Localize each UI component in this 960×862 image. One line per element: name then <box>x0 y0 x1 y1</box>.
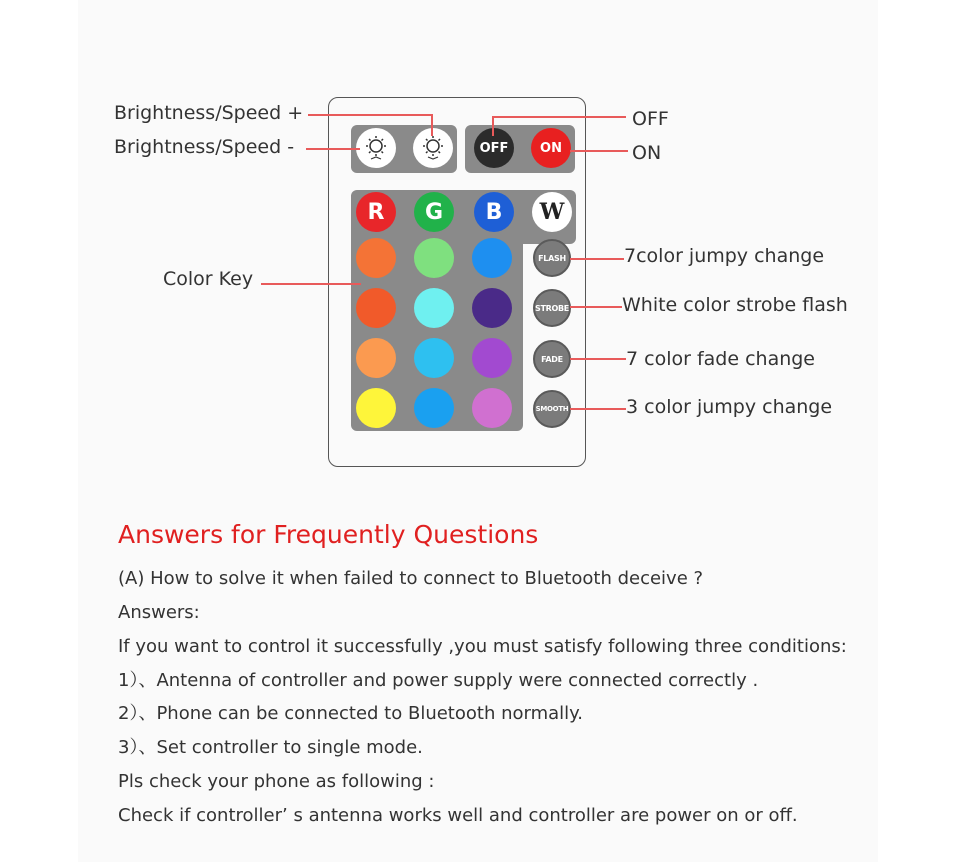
brightness-minus-leader <box>306 148 360 150</box>
fade-button[interactable]: FADE <box>533 340 571 378</box>
off-button[interactable]: OFF <box>474 128 514 168</box>
smooth-label: 3 color jumpy change <box>626 396 833 418</box>
color-key-button[interactable] <box>414 238 454 278</box>
white-button[interactable]: W <box>532 192 572 232</box>
on-label: ON <box>632 142 662 164</box>
brightness-plus-label: Brightness/Speed + <box>114 102 304 124</box>
color-key-button[interactable] <box>472 338 512 378</box>
blue-button[interactable]: B <box>474 192 514 232</box>
faq-check-antenna: Check if controller’ s antenna works well and controller are power on or off. <box>118 805 798 826</box>
faq-condition-1: 1）、Antenna of controller and power supply were connected correctly . <box>118 670 759 691</box>
remote-control <box>328 97 586 467</box>
brightness-plus-leader <box>308 114 432 116</box>
fade-leader <box>570 358 626 360</box>
faq-title: Answers for Frequently Questions <box>118 520 539 549</box>
smooth-button[interactable]: SMOOTH <box>533 390 571 428</box>
off-label: OFF <box>632 108 669 130</box>
color-key-button[interactable] <box>356 338 396 378</box>
strobe-button[interactable]: STROBE <box>533 289 571 327</box>
flash-label: 7color jumpy change <box>624 245 825 267</box>
color-key-button[interactable] <box>356 238 396 278</box>
on-leader <box>570 150 628 152</box>
color-key-label: Color Key <box>163 268 254 290</box>
faq-conditions-intro: If you want to control it successfully ,you must satisfy following three conditions: <box>118 636 847 657</box>
color-key-button[interactable] <box>472 238 512 278</box>
color-key-button[interactable] <box>472 388 512 428</box>
off-leader <box>492 116 626 118</box>
faq-question: (A) How to solve it when failed to connect to Bluetooth deceive ? <box>118 568 704 589</box>
color-key-button[interactable] <box>414 338 454 378</box>
color-key-button[interactable] <box>414 388 454 428</box>
brightness-plus-button[interactable] <box>413 128 453 168</box>
color-key-button[interactable] <box>356 288 396 328</box>
strobe-leader <box>570 306 622 308</box>
brightness-plus-leader-v <box>431 114 433 136</box>
faq-condition-3: 3）、Set controller to single mode. <box>118 737 423 758</box>
brightness-minus-label: Brightness/Speed - <box>114 136 295 158</box>
sun-plus-icon <box>418 133 448 163</box>
on-button[interactable]: ON <box>531 128 571 168</box>
color-key-button[interactable] <box>472 288 512 328</box>
smooth-leader <box>570 408 626 410</box>
off-leader-v <box>492 116 494 136</box>
red-button[interactable]: R <box>356 192 396 232</box>
color-key-button[interactable] <box>414 288 454 328</box>
color-key-button[interactable] <box>356 388 396 428</box>
color-key-leader <box>261 283 361 285</box>
faq-answers-heading: Answers: <box>118 602 200 623</box>
sun-minus-icon <box>361 133 391 163</box>
flash-leader <box>570 258 624 260</box>
flash-button[interactable]: FLASH <box>533 239 571 277</box>
fade-label: 7 color fade change <box>626 348 815 370</box>
green-button[interactable]: G <box>414 192 454 232</box>
brightness-minus-button[interactable] <box>356 128 396 168</box>
faq-condition-2: 2）、Phone can be connected to Bluetooth normally. <box>118 703 583 724</box>
strobe-label: White color strobe flash <box>622 294 848 316</box>
faq-check-intro: Pls check your phone as following : <box>118 771 435 792</box>
